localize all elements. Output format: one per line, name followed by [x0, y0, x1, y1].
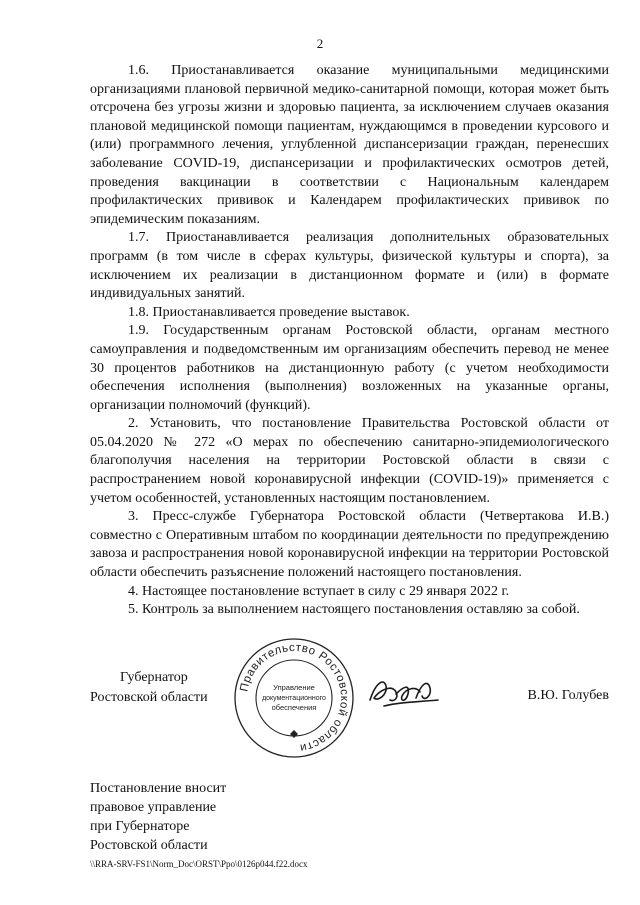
note-line: правовое управление [90, 800, 217, 815]
stamp-ring-text: Правительство Ростовской области [238, 641, 351, 754]
stamp-center-line3: обеспечения [271, 703, 317, 712]
note-line: Ростовской области [90, 838, 208, 853]
submission-note [90, 779, 226, 855]
paragraph-1-7: 1.7. Приостанавливается реализация дополнительных образовательных программ (в том числе в сферах культуры, физической культуры и спорта), за исключением их реализации в дистанционном формате и (или) в формате индивидуальных занятий. [90, 230, 609, 302]
page-number: 2 [316, 36, 324, 51]
document-body [90, 62, 609, 620]
signatory-name: В.Ю. Голубев [527, 688, 609, 703]
paragraph-1-9: 1.9. Государственным органам Ростовской области, органам местного самоуправления и подведомственным им организациям обеспечить перевод не менее 30 процентов работников на дистанционную работу (с учетом необходимости обеспечения исполнения (выполнения) возложенных на указанные органы, организации полномочий (функций). [90, 323, 609, 413]
paragraph-1-8: 1.8. Приостанавливается проведение выставок. [128, 304, 410, 320]
note-line: Постановление вносит [90, 781, 227, 796]
note-line: при Губернаторе [90, 819, 190, 834]
signatory-title-line1: Губернатор [120, 670, 188, 685]
paragraph-2: 2. Установить, что постановление Правительства Ростовской области от 05.04.2020 № 272 «О мерах по обеспечению санитарно-эпидемиологического благополучия населения на территории Ростовской области в связи с распространением новой коронавирусной инфекции (COVID-19)» применяется с учетом особенностей, установленных настоящим постановлением. [90, 416, 609, 506]
stamp-star-icon [290, 730, 298, 738]
official-stamp [232, 636, 356, 760]
signature-block [90, 641, 609, 768]
paragraph-3: 3. Пресс-службе Губернатора Ростовской области (Четвертакова И.В.) совместно с Оперативным штабом по координации деятельности по предупреждению завоза и распространения новой коронавирусной инфекции на территории Ростовской области обеспечить разъяснение положений настоящего постановления. [90, 509, 609, 581]
file-path-footer: \\RRA-SRV-FS1\Norm_Doc\ORST\Ppo\0126p044.f22.docx [90, 859, 308, 869]
paragraph-1-6: 1.6. Приостанавливается оказание муниципальными медицинскими организациями плановой первичной медико-санитарной помощи, которая может быть отсрочена без угрозы жизни и здоровью пациента, за исключением случаев оказания плановой медицинской помощи пациентам, нуждающимся в проведении курсового и (или) программного лечения, углубленной диспансеризации граждан, перенесших заболевание COVID-19, диспансеризации и профилактических осмотров детей, проведения вакцинации в соответствии с Национальным календарем профилактических прививок и Календарем профилактических прививок по эпидемическим показаниям. [90, 63, 609, 227]
signatory-title-line2: Ростовской области [90, 690, 208, 705]
paragraph-5: 5. Контроль за выполнением настоящего постановления оставляю за собой. [128, 602, 580, 618]
signatory-title [90, 668, 208, 708]
handwritten-signature [366, 672, 446, 712]
stamp-center-line1: Управление [273, 683, 315, 692]
stamp-center-line2: документационного [262, 695, 326, 702]
paragraph-4: 4. Настоящее постановление вступает в силу с 29 января 2022 г. [128, 583, 510, 599]
